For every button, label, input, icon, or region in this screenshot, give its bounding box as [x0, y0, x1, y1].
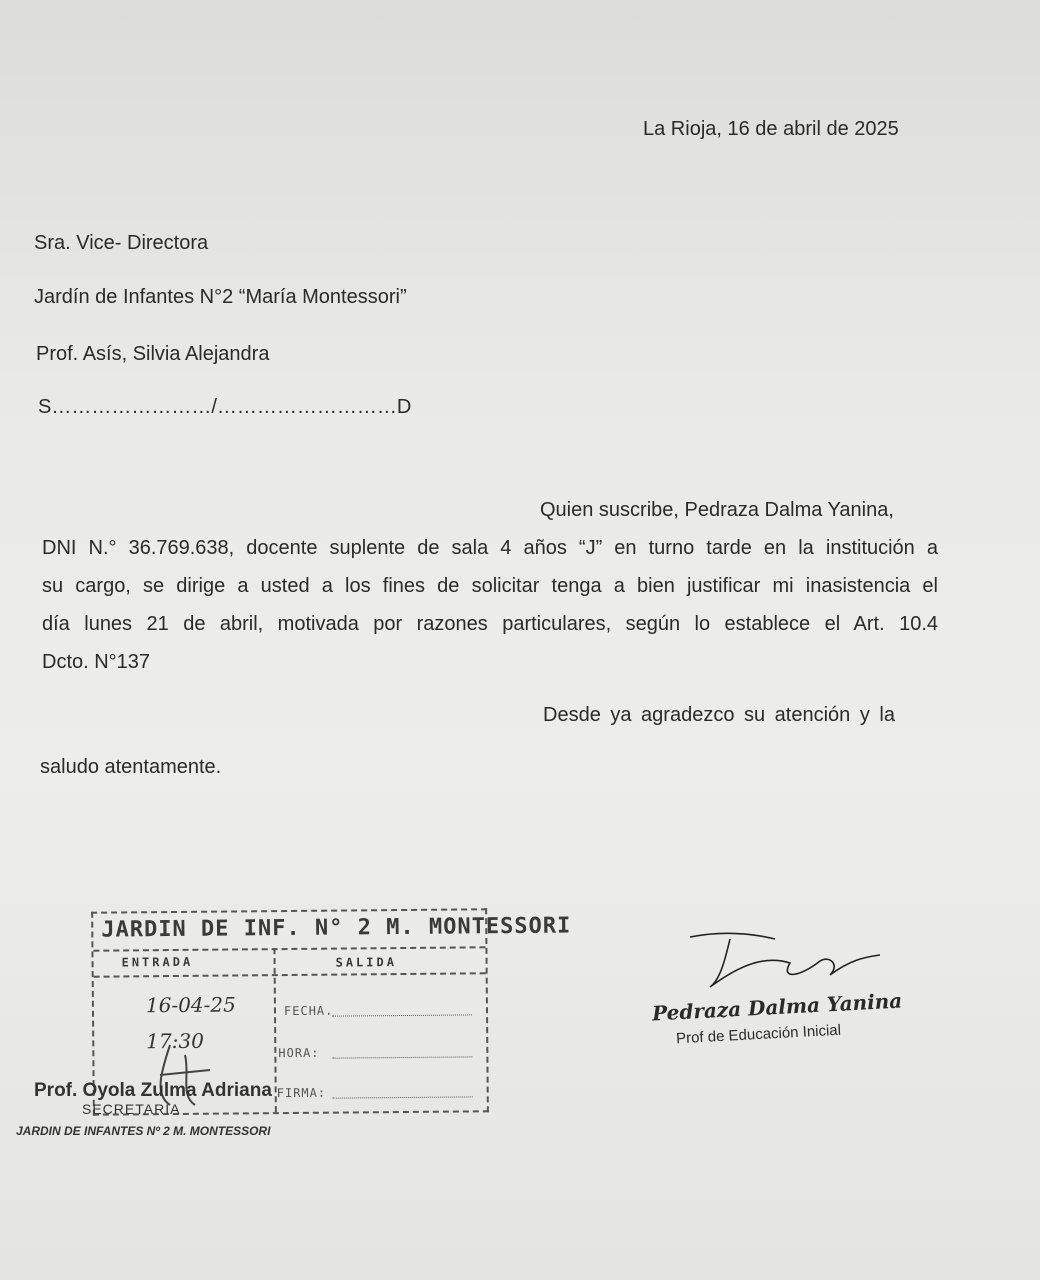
stamp-dotted-line — [333, 1096, 473, 1098]
stamp-salida-label: SALIDA — [335, 955, 397, 970]
stamp-dotted-line — [332, 1014, 472, 1016]
stamp-entrada-time: 17:30 — [146, 1028, 204, 1054]
author-signature-name: Pedraza Dalma Yanina — [651, 988, 903, 1026]
paragraph-2-second-line: saludo atentamente. — [40, 756, 222, 778]
paragraph-1-line: DNI N.° 36.769.638, docente suplente de sala 4 años “J” en turno tarde en la institución a — [42, 537, 938, 559]
stamp-divider — [93, 946, 485, 951]
stamp-title: JARDIN DE INF. N° 2 M. MONTESSORI — [101, 913, 572, 943]
stamp-entrada-label: ENTRADA — [121, 954, 194, 970]
paragraph-2-first-line: Desde ya agradezco su atención y la — [543, 704, 895, 726]
secretary-institution: JARDIN DE INFANTES Nº 2 M. MONTESSORI — [16, 1124, 271, 1138]
stamp-salida-signature-label: FIRMA: — [276, 1085, 327, 1101]
recipient-line-1: Sra. Vice- Directora — [34, 232, 209, 254]
stamp-salida-date-label: FECHA. — [283, 1003, 334, 1019]
paragraph-1-line: su cargo, se dirige a usted a los fines de solicitar tenga a bien justificar mi inasistencia el — [42, 575, 938, 597]
stamp-dotted-line — [332, 1056, 472, 1058]
paragraph-1 — [42, 529, 938, 681]
author-signature-title: Prof de Educación Inicial — [675, 1021, 842, 1048]
stamp-entrada-date: 16-04-25 — [145, 992, 236, 1018]
paragraph-1-first-line: Quien suscribe, Pedraza Dalma Yanina, — [540, 499, 894, 521]
place-date: La Rioja, 16 de abril de 2025 — [643, 118, 899, 140]
secretary-name: Prof. Oyola Zulma Adriana — [34, 1080, 272, 1101]
recipient-line-3: Prof. Asís, Silvia Alejandra — [36, 343, 270, 365]
paragraph-1-line: Dcto. N°137 — [42, 651, 151, 673]
recipient-line-2: Jardín de Infantes N°2 “María Montessori” — [34, 286, 407, 308]
secretary-role: SECRETARIA — [82, 1101, 181, 1117]
paragraph-1-line: día lunes 21 de abril, motivada por razones particulares, según lo establece el Art. 10.4 — [42, 613, 938, 635]
recipient-line-4: S……………………/………………………D — [38, 396, 412, 418]
stamp-divider — [94, 972, 486, 977]
stamp-salida-time-label: HORA: — [278, 1045, 320, 1061]
